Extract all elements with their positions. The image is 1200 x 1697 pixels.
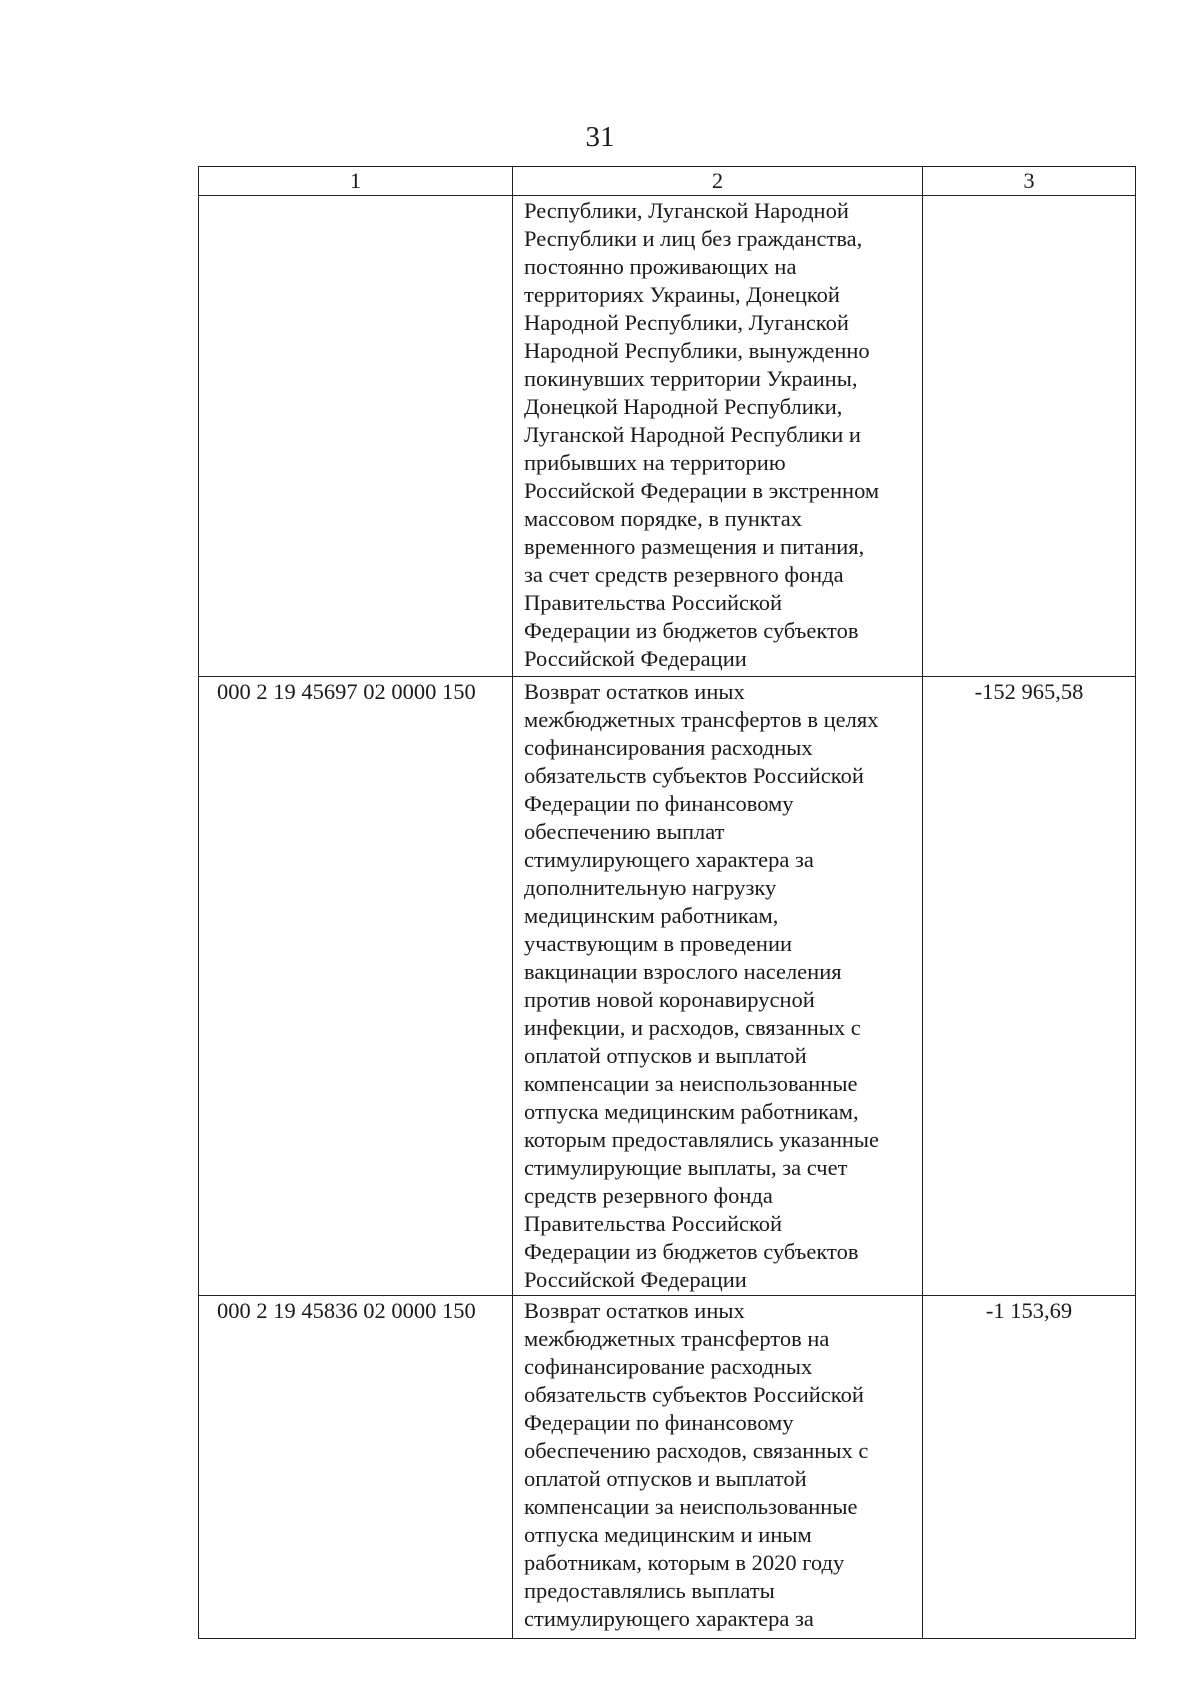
text-line: софинансирования расходных <box>524 735 813 760</box>
text-line: стимулирующие выплаты, за счет <box>524 1155 848 1180</box>
amount-cell: -1 153,69 <box>923 1296 1136 1639</box>
text-line: Республики и лиц без гражданства, <box>524 226 863 251</box>
text-line: прибывших на территорию <box>524 450 786 475</box>
text-line: против новой коронавирусной <box>524 987 815 1012</box>
text-line: Возврат остатков иных <box>524 1298 745 1323</box>
text-line: стимулирующего характера за <box>524 847 814 872</box>
text-line: обеспечению выплат <box>524 819 725 844</box>
text-line: обязательств субъектов Российской <box>524 763 864 788</box>
text-line: Народной Республики, Луганской <box>524 310 849 335</box>
text-line: средств резервного фонда <box>524 1183 773 1208</box>
text-line: за счет средств резервного фонда <box>524 562 844 587</box>
table-header-row <box>199 167 1136 196</box>
text-line: дополнительную нагрузку <box>524 875 777 900</box>
table-body <box>199 196 1136 1639</box>
page-number: 31 <box>585 121 615 153</box>
text-line: Федерации из бюджетов субъектов <box>524 1239 859 1264</box>
text-line: компенсации за неиспользованные <box>524 1071 858 1096</box>
text-line: временного размещения и питания, <box>524 534 865 559</box>
budget-table <box>198 166 1136 1639</box>
text-line: компенсации за неиспользованные <box>524 1494 858 1519</box>
text-line: участвующим в проведении <box>524 931 793 956</box>
text-line: Федерации из бюджетов субъектов <box>524 618 859 643</box>
budget-code-cell: 000 2 19 45697 02 0000 150 <box>199 677 513 1296</box>
budget-code-cell: 000 2 19 45836 02 0000 150 <box>199 1296 513 1639</box>
text-line: обеспечению расходов, связанных с <box>524 1438 869 1463</box>
description-cell <box>513 1296 923 1639</box>
description-cell <box>513 196 923 677</box>
text-line: работникам, которым в 2020 году <box>524 1550 845 1575</box>
text-line: межбюджетных трансфертов на <box>524 1326 830 1351</box>
text-line: межбюджетных трансфертов в целях <box>524 707 879 732</box>
text-line: Возврат остатков иных <box>524 679 745 704</box>
text-line: медицинским работникам, <box>524 903 779 928</box>
text-line: стимулирующего характера за <box>524 1606 814 1631</box>
text-line: обязательств субъектов Российской <box>524 1382 864 1407</box>
text-line: Республики, Луганской Народной <box>524 198 849 223</box>
text-line: Луганской Народной Республики и <box>524 422 861 447</box>
table-row <box>199 1296 1136 1639</box>
table-row <box>199 196 1136 677</box>
column-header-3: 3 <box>923 167 1136 196</box>
text-line: отпуска медицинским и иным <box>524 1522 812 1547</box>
text-line: отпуска медицинским работникам, <box>524 1099 859 1124</box>
text-line: Правительства Российской <box>524 1211 783 1236</box>
text-line: предоставлялись выплаты <box>524 1578 775 1603</box>
text-line: Федерации по финансовому <box>524 791 794 816</box>
text-line: Российской Федерации <box>524 646 747 671</box>
column-header-1: 1 <box>199 167 513 196</box>
budget-code-cell <box>199 196 513 677</box>
text-line: которым предоставлялись указанные <box>524 1127 880 1152</box>
text-line: инфекции, и расходов, связанных с <box>524 1015 861 1040</box>
text-line: Правительства Российской <box>524 590 783 615</box>
description-cell <box>513 677 923 1296</box>
text-line: покинувших территории Украины, <box>524 366 858 391</box>
text-line: территориях Украины, Донецкой <box>524 282 840 307</box>
text-line: постоянно проживающих на <box>524 254 797 279</box>
amount-cell <box>923 196 1136 677</box>
text-line: массовом порядке, в пунктах <box>524 506 802 531</box>
column-header-2: 2 <box>513 167 923 196</box>
text-line: Российской Федерации в экстренном <box>524 478 880 503</box>
text-line: Федерации по финансовому <box>524 1410 794 1435</box>
text-line: оплатой отпусков и выплатой <box>524 1466 807 1491</box>
text-line: вакцинации взрослого населения <box>524 959 842 984</box>
text-line: Российской Федерации <box>524 1267 747 1292</box>
text-line: оплатой отпусков и выплатой <box>524 1043 807 1068</box>
table-row <box>199 677 1136 1296</box>
text-line: Народной Республики, вынужденно <box>524 338 870 363</box>
text-line: софинансирование расходных <box>524 1354 813 1379</box>
text-line: Донецкой Народной Республики, <box>524 394 843 419</box>
amount-cell: -152 965,58 <box>923 677 1136 1296</box>
